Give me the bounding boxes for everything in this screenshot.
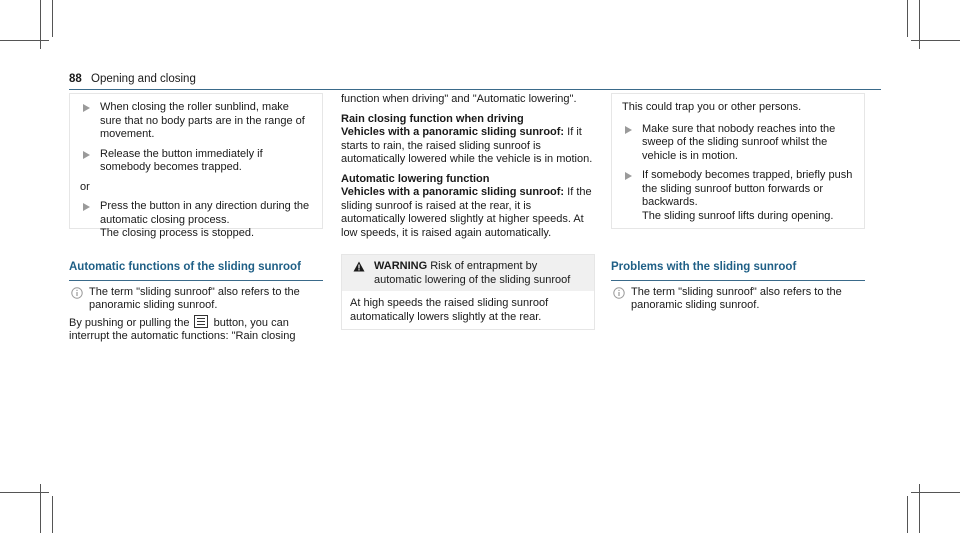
crop-mark (40, 0, 41, 49)
sunroof-button-icon (194, 315, 208, 328)
step-text: Make sure that nobody reaches into the sweep of the sliding sunroof whilst the vehicle is in motion. (642, 122, 836, 162)
step-text: Release the button immediately if somebody becomes trapped. (100, 147, 263, 173)
note (611, 286, 865, 313)
crop-mark (0, 40, 49, 41)
section-rule (611, 280, 865, 281)
paragraph (69, 315, 323, 344)
page-header (69, 73, 196, 85)
info-icon (613, 287, 625, 299)
step-item (80, 101, 312, 142)
warning-body: At high speeds the raised sliding sunroof automatically lowers slightly at the rear. (350, 297, 549, 323)
vehicle-qualifier: Vehicles with a panoramic sliding sunroof: (341, 126, 565, 138)
subheading: Automatic lowering function (341, 172, 490, 185)
warning-label: WARNING (374, 260, 428, 272)
page-number: 88 (69, 73, 82, 85)
step-text: When closing the roller sunblind, make sure that no body parts are in the range of movement. (100, 101, 305, 140)
step-arrow-icon (625, 172, 632, 180)
paragraph-text: By pushing or pulling the (69, 316, 190, 329)
paragraph-text: If it starts to rain, the raised sliding sunroof is automatically lowered while the vehicle is in motion. (341, 126, 593, 165)
paragraph-text: If the sliding sunroof is raised at the rear, it is automatically lowered slightly at higher speeds. At low speeds, it is raised again automatically. (341, 186, 592, 239)
note-text: The term "sliding sunroof" also refers to the panoramic sliding sunroof. (89, 285, 300, 311)
paragraph (341, 126, 595, 167)
paragraph (341, 186, 595, 240)
crop-mark (0, 492, 49, 493)
section-heading: Problems with the sliding sunroof (611, 261, 797, 273)
section-heading: Automatic functions of the sliding sunroof (69, 261, 301, 273)
paragraph-text: button, you can interrupt the automatic functions: "Rain closing (69, 316, 296, 342)
vehicle-qualifier: Vehicles with a panoramic sliding sunroof: (341, 186, 565, 198)
section-rule (69, 280, 323, 281)
step-item (622, 169, 854, 223)
note-text: The term "sliding sunroof" also refers to the panoramic sliding sunroof. (631, 285, 842, 311)
step-arrow-icon (625, 126, 632, 134)
warning-title: Risk of entrapment by automatic lowering of the sliding sunroof (374, 260, 571, 286)
step-text: Press the button in any direction during the automatic closing process. (100, 200, 310, 226)
header-rule (69, 89, 881, 90)
crop-mark (907, 0, 908, 37)
warning-continuation-box (611, 93, 865, 229)
step-arrow-icon (83, 151, 90, 159)
step-arrow-icon (83, 104, 90, 112)
crop-mark (911, 492, 960, 493)
crop-mark (907, 496, 908, 533)
column-3 (611, 93, 865, 315)
column-1 (69, 93, 323, 344)
warning-header (342, 255, 594, 291)
step-arrow-icon (83, 203, 90, 211)
or-label: or (80, 180, 90, 193)
instruction-box (69, 93, 323, 239)
column-2 (341, 93, 595, 330)
note (69, 286, 323, 313)
page-title: Opening and closing (91, 73, 196, 85)
crop-mark (911, 40, 960, 41)
info-icon (71, 287, 83, 299)
subheading: Rain closing function when driving (341, 112, 524, 125)
paragraph: function when driving" and "Automatic lowering". (341, 93, 577, 105)
step-result: The closing process is stopped. (100, 227, 255, 239)
warning-box (341, 254, 595, 330)
warning-triangle-icon (353, 261, 365, 272)
step-item (622, 123, 854, 164)
crop-mark (919, 0, 920, 49)
step-result: The sliding sunroof lifts during opening. (642, 209, 834, 222)
crop-mark (52, 0, 53, 37)
step-item (80, 148, 312, 175)
paragraph: This could trap you or other persons. (622, 101, 802, 113)
step-text: If somebody becomes trapped, briefly push the sliding sunroof button forwards or backwards. (642, 169, 853, 208)
step-item (80, 200, 312, 241)
crop-mark (52, 496, 53, 533)
